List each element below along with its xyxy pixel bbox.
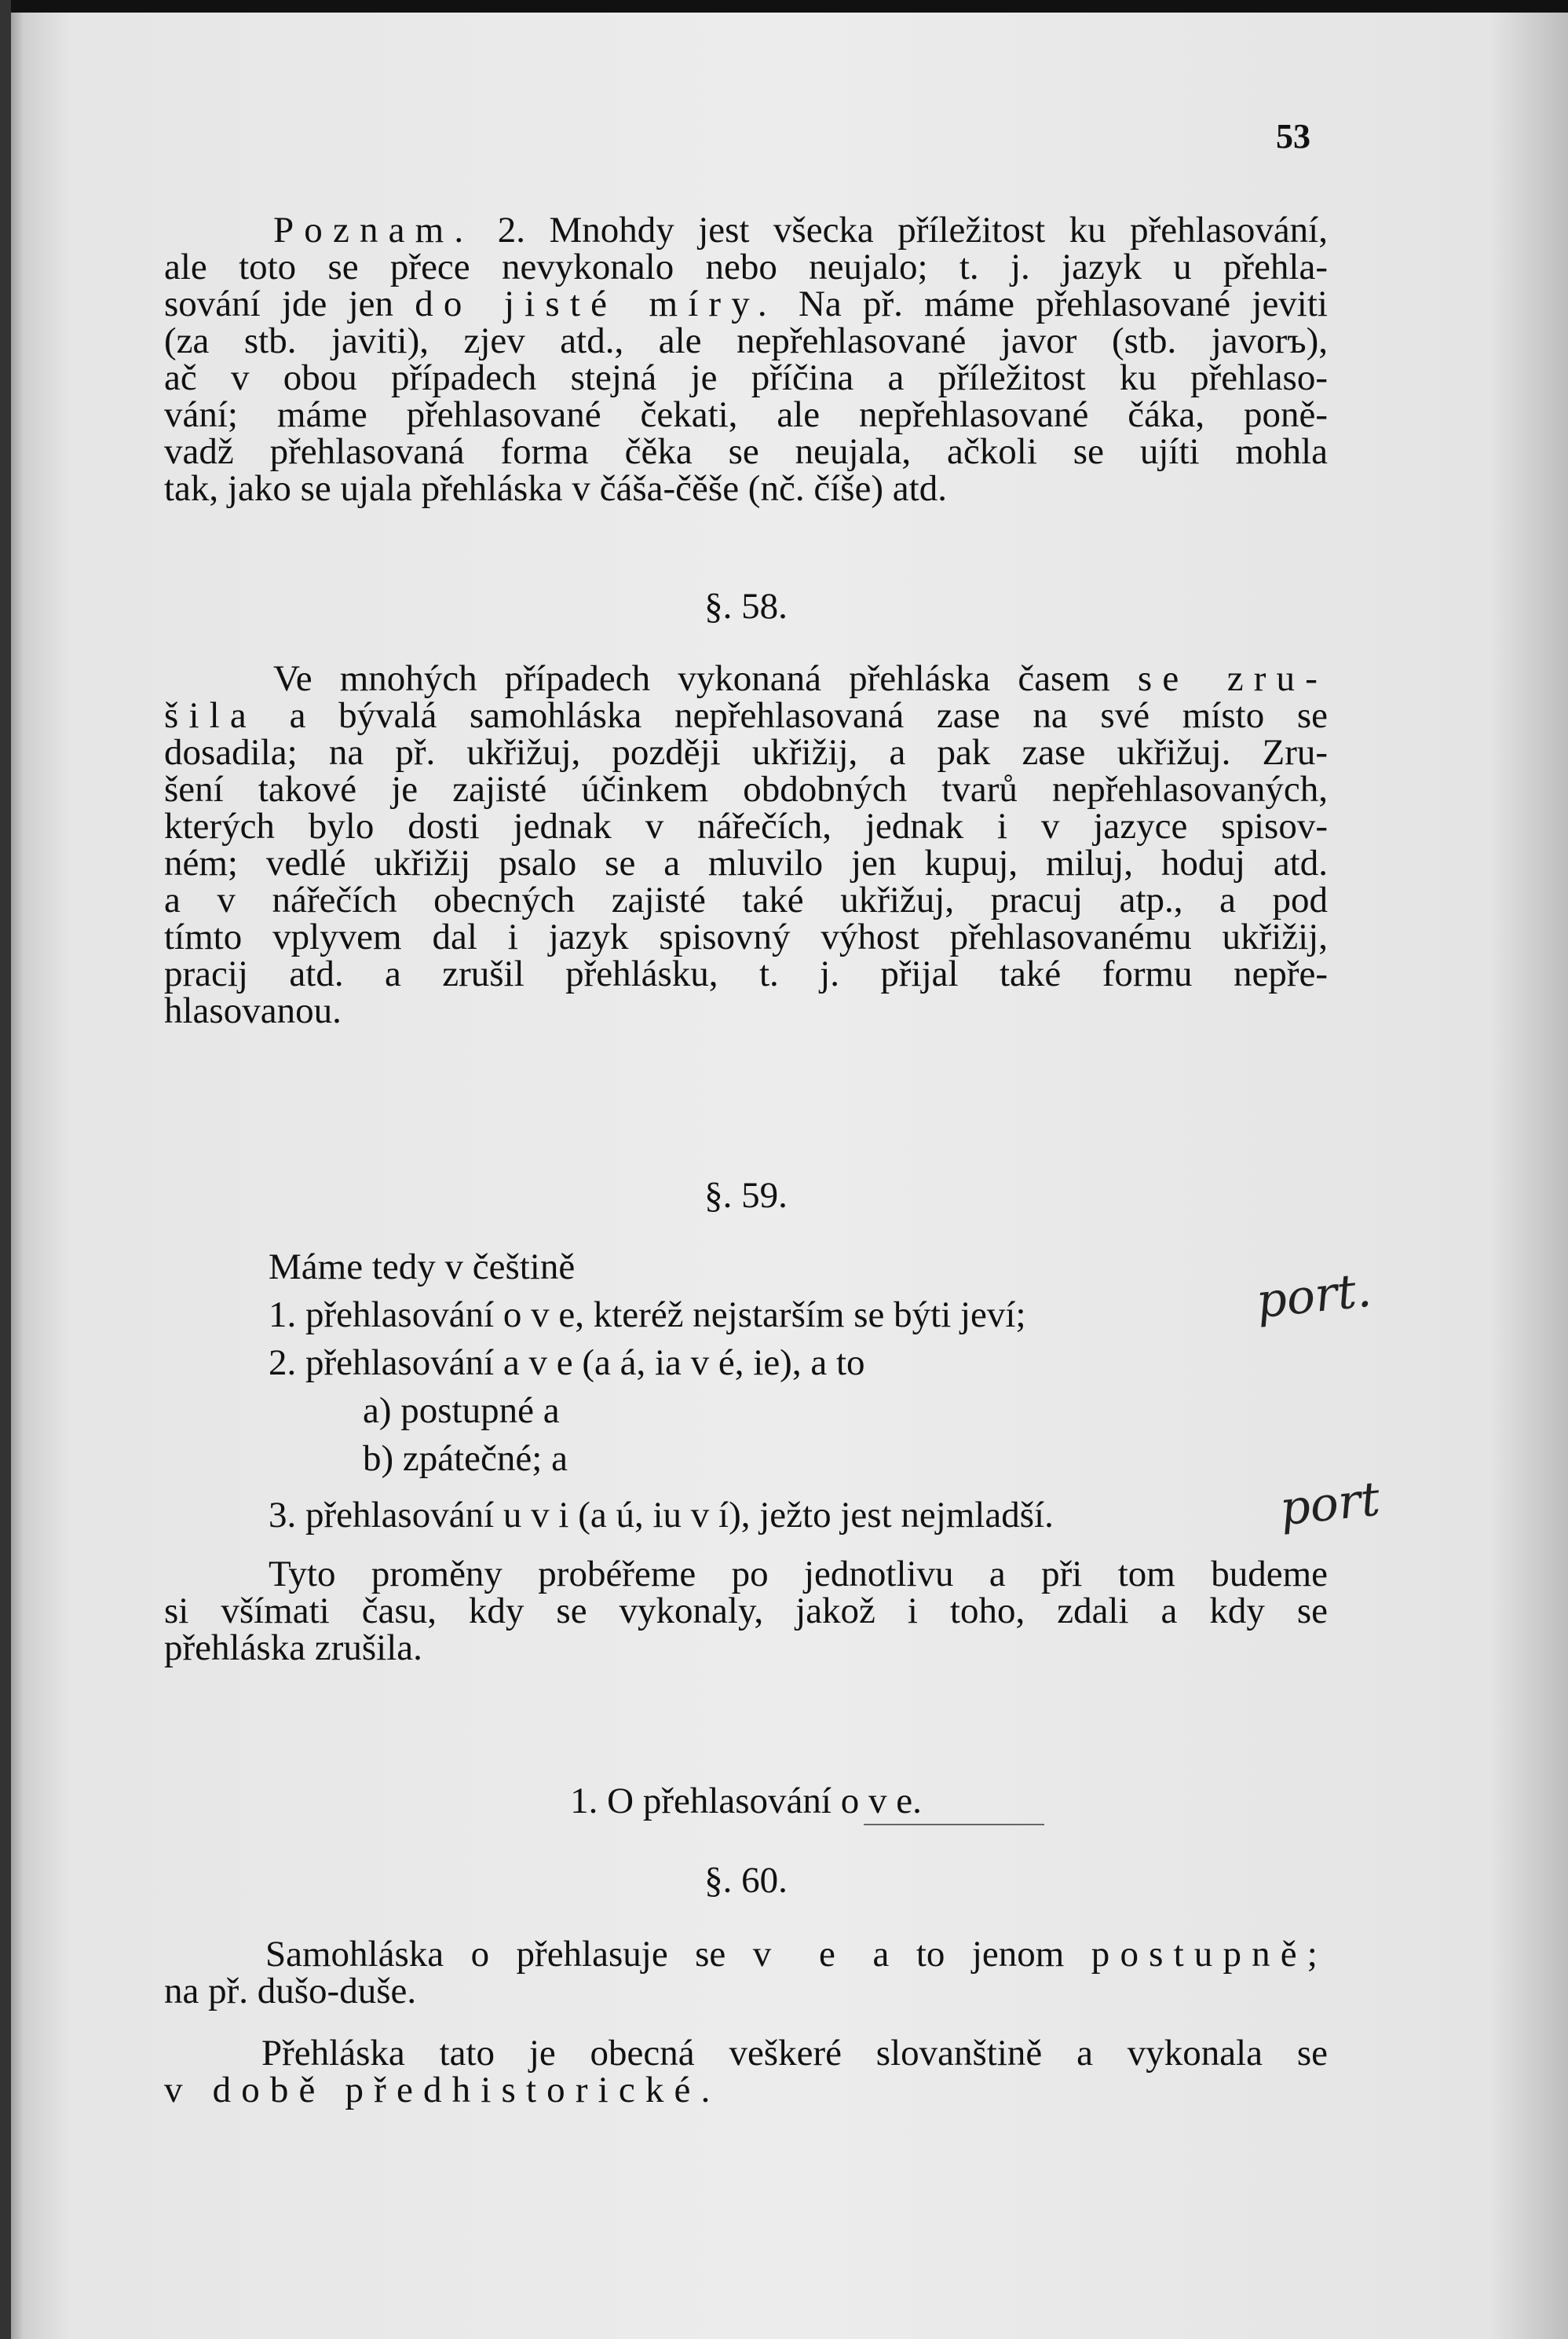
text-segment: (za stb. javiti), zjev atd., ale nepřehlasované javor (stb. javorъ),	[164, 320, 1328, 361]
text-segment: vadž přehlasovaná forma čěka se neujala, ačkoli se ujíti mohla	[164, 431, 1328, 472]
text-line	[164, 357, 1328, 398]
list-intro: Máme tedy v češtině	[269, 1246, 576, 1287]
text-line	[164, 803, 1328, 847]
text-segment: ném; vedlé ukřižij psalo se a mluvilo jen kupuj, miluj, hoduj atd.	[164, 843, 1328, 884]
scan-border-top	[0, 0, 1568, 13]
text-line	[164, 210, 1328, 251]
text-segment: Ve mnohých případech vykonaná přehláska časem	[273, 658, 1138, 699]
text-line	[164, 950, 1328, 994]
text-segment: Tyto proměny probéřeme po jednotlivu a při tom budeme	[269, 1554, 1328, 1594]
list-item-3: 3. přehlasování u v i (a ú, iu v í), ježto jest nejmladší.	[269, 1495, 1054, 1536]
text-segment: 2. Mnohdy jest všecka příležitost ku přehlasování,	[473, 210, 1328, 251]
text-line	[164, 468, 1328, 509]
paragraph-poznam	[164, 210, 1328, 509]
text-line	[164, 431, 1328, 472]
scan-border-left	[0, 0, 11, 2339]
section-heading-60: §. 60.	[704, 1860, 788, 1901]
spaced-emphasis: se zru-	[1137, 658, 1329, 699]
text-line	[164, 655, 1329, 699]
text-segment: pracij atd. a zrušil přehlásku, t. j. přijal také formu nepře-	[164, 954, 1328, 994]
spaced-emphasis: postupně;	[1091, 1934, 1329, 1975]
text-line	[164, 320, 1328, 361]
text-line	[164, 766, 1328, 810]
text-line	[164, 840, 1328, 884]
text-line	[164, 247, 1328, 287]
list-item-2: 2. přehlasování a v e (a á, ia v é, ie), a to	[269, 1342, 865, 1383]
page-number: 53	[1276, 117, 1310, 156]
paragraph-proměny	[164, 1550, 1328, 1668]
text-segment: kterých bylo dosti jednak v nářečích, jednak i v jazyce spisov-	[164, 806, 1328, 847]
text-segment: a to jenom	[846, 1934, 1091, 1975]
text-segment: šení takové je zajisté účinkem obdobných tvarů nepřehlasovaných,	[164, 769, 1328, 810]
spaced-emphasis: šila	[164, 695, 257, 736]
list-item-1: 1. přehlasování o v e, kteréž nejstarším se býti jeví;	[269, 1294, 1026, 1335]
text-line	[164, 1931, 1329, 1975]
spaced-emphasis: do jisté míry.	[415, 284, 777, 324]
text-line	[164, 877, 1328, 921]
text-line	[164, 1587, 1328, 1631]
text-segment: Samohláska o přehlasuje se	[265, 1934, 753, 1975]
text-segment: sování jde jen	[164, 284, 415, 324]
text-segment: tak, jako se ujala přehláska v čáša-čěše (nč. číše) atd.	[164, 468, 947, 509]
text-line	[164, 284, 1328, 324]
spaced-emphasis: v e	[752, 1934, 846, 1975]
text-segment: Na př. máme přehlasované jeviti	[777, 284, 1328, 324]
spaced-emphasis: Poznam.	[273, 210, 474, 251]
spaced-emphasis: v době předhistorické.	[164, 2070, 721, 2110]
list-item-2b: b) zpátečné; a	[363, 1438, 568, 1479]
section-heading-58: §. 58.	[704, 586, 788, 627]
text-line	[164, 2030, 1328, 2074]
paragraph-60	[164, 1931, 1329, 2011]
text-segment: si všímati času, kdy se vykonaly, jakož i toho, zdali a kdy se	[164, 1590, 1328, 1631]
chapter-heading: 1. O přehlasování o v e.	[570, 1781, 922, 1821]
text-line	[164, 729, 1328, 773]
text-line	[164, 913, 1328, 957]
text-line	[164, 692, 1328, 736]
text-segment: ale toto se přece nevykonalo nebo neujalo; t. j. jazyk u přehla-	[164, 247, 1328, 287]
text-segment: ač v obou případech stejná je příčina a příležitost ku přehlaso-	[164, 357, 1328, 398]
text-segment: dosadila; na př. ukřižuj, později ukřižij, a pak zase ukřižuj. Zru-	[164, 732, 1328, 773]
list-item-2a: a) postupné a	[363, 1390, 560, 1431]
text-segment: na př. dušo-duše.	[164, 1971, 417, 2011]
paragraph-58	[164, 655, 1329, 1031]
handwritten-note: port	[1277, 1471, 1383, 1537]
section-heading-59: §. 59.	[704, 1175, 788, 1216]
paragraph-prehlaska	[164, 2030, 1328, 2110]
text-segment: a bývalá samohláska nepřehlasovaná zase na své místo se	[256, 695, 1328, 736]
text-line	[164, 1550, 1328, 1594]
text-line	[164, 394, 1328, 435]
text-segment: přehláska zrušila.	[164, 1627, 422, 1668]
handwritten-note: port.	[1253, 1262, 1374, 1330]
text-segment: hlasovanou.	[164, 990, 342, 1031]
text-segment: a v nářečích obecných zajisté také ukřižuj, pracuj atp., a pod	[164, 880, 1328, 921]
text-segment: vání; máme přehlasované čekati, ale nepřehlasované čáka, poně-	[164, 394, 1328, 435]
heading-underline	[864, 1824, 1044, 1825]
text-segment: Přehláska tato je obecná veškeré slovanštině a vykonala se	[261, 2033, 1328, 2074]
text-segment: tímto vplyvem dal i jazyk spisovný výhost přehlasovanému ukřižij,	[164, 917, 1328, 957]
